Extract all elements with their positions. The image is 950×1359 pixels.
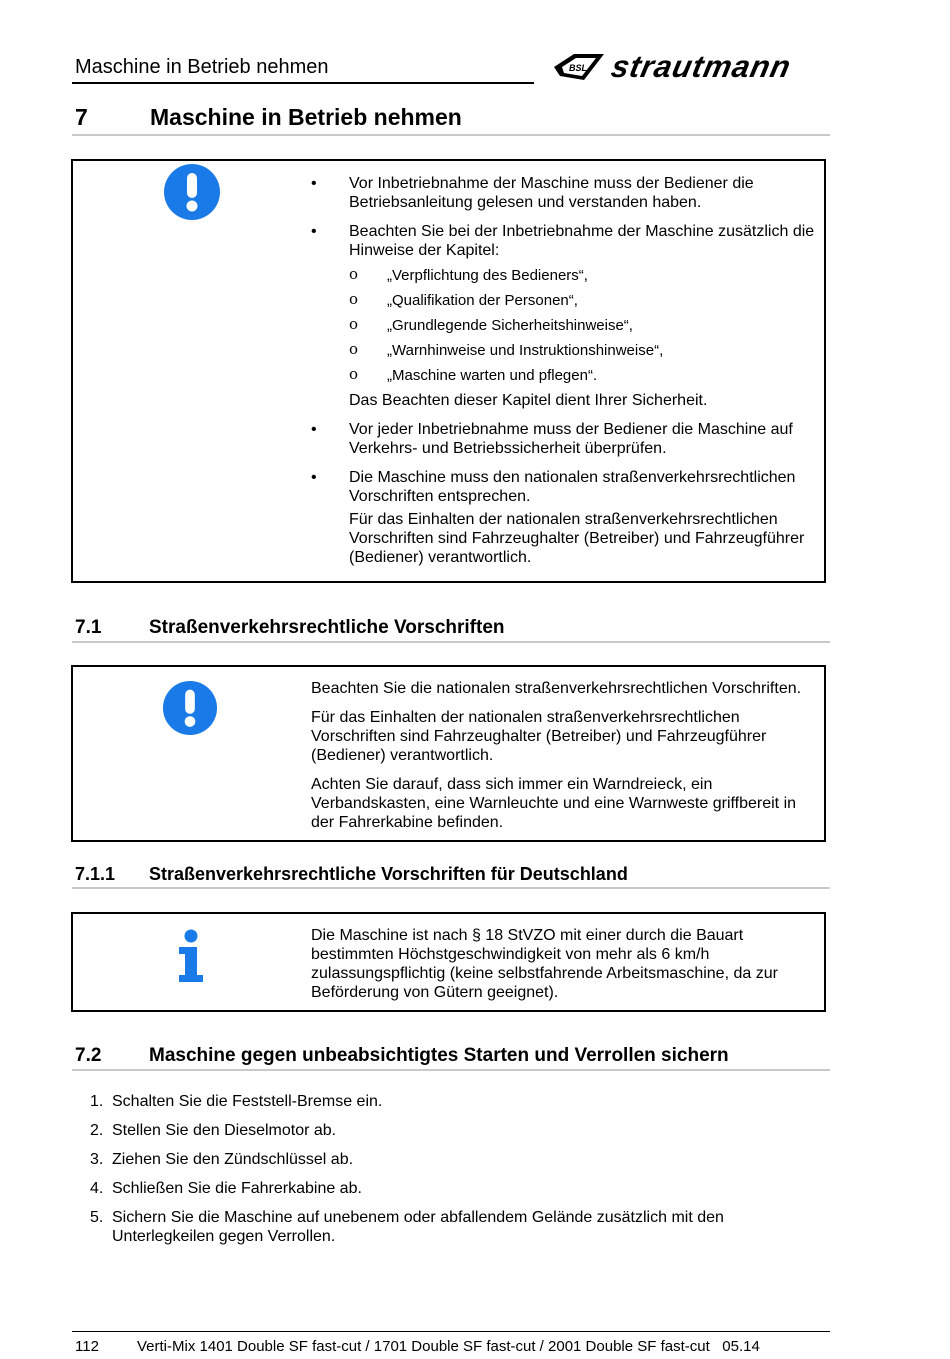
page-number: 112	[75, 1338, 99, 1355]
list-item	[349, 316, 822, 335]
running-header-title: Maschine in Betrieb nehmen	[75, 56, 329, 78]
header-rule	[72, 82, 534, 84]
traffic-rules-text	[311, 679, 822, 832]
chapter-heading-rule	[72, 134, 830, 136]
list-item	[311, 222, 822, 410]
paragraph: Für das Einhalten der nationalen straßenverkehrsrechtlichen Vorschriften sind Fahrzeughalter (Betreiber) und Fahrzeugführer (Bediener) verantwortlich.	[311, 709, 767, 764]
section-number: 7.1	[75, 617, 102, 638]
sub-bullet-marker: ο	[349, 315, 359, 333]
bullet-marker: •	[311, 469, 317, 486]
bullet-marker: •	[311, 175, 317, 192]
chapter-reference: „Grundlegende Sicherheitshinweise“,	[387, 317, 633, 334]
logo-wordmark: strautmann	[608, 49, 795, 84]
chapter-heading	[75, 104, 462, 131]
paragraph: Die Maschine ist nach § 18 StVZO mit einer durch die Bauart bestimmten Höchstgeschwindigkeit von mehr als 6 km/h zulassungspflichtig (keine selbstfahrende Arbeitsmaschine, da zur Beförderung von Gütern geeignet).	[311, 927, 778, 1001]
step-text: Sichern Sie die Maschine auf unebenem oder abfallendem Gelände zusätzlich mit den Unterlegkeilen gegen Verrollen.	[112, 1209, 724, 1245]
step-number: 3.	[90, 1151, 104, 1168]
safety-bullet-list	[311, 174, 822, 567]
info-icon	[176, 929, 206, 983]
paragraph: Beachten Sie die nationalen straßenverkehrsrechtlichen Vorschriften.	[311, 680, 802, 697]
step-number: 2.	[90, 1122, 104, 1139]
section-heading-7-2	[75, 1045, 729, 1067]
list-item	[311, 420, 822, 458]
step-text: Stellen Sie den Dieselmotor ab.	[112, 1122, 337, 1139]
chapter-reference: „Warnhinweise und Instruktionshinweise“,	[387, 342, 664, 359]
section-heading-rule	[72, 887, 830, 889]
chapter-reference: „Verpflichtung des Bedieners“,	[387, 267, 588, 284]
step-number: 5.	[90, 1209, 104, 1226]
step-number: 4.	[90, 1180, 104, 1197]
bullet-text: Die Maschine muss den nationalen straßenverkehrsrechtlichen Vorschriften entsprechen.	[349, 469, 796, 505]
list-item	[90, 1179, 830, 1198]
chapter-reference: „Maschine warten und pflegen“.	[387, 367, 598, 384]
sub-bullet-marker: ο	[349, 265, 359, 283]
exclamation-icon	[163, 163, 221, 221]
chapter-title: Maschine in Betrieb nehmen	[150, 104, 462, 130]
footer-product-line: Verti-Mix 1401 Double SF fast-cut / 1701 Double SF fast-cut / 2001 Double SF fast-cut 05.14	[137, 1338, 760, 1355]
section-number: 7.1.1	[75, 864, 116, 884]
chapter-reference-note: Das Beachten dieser Kapitel dient Ihrer Sicherheit.	[349, 392, 708, 409]
germany-rules-text	[311, 926, 822, 1002]
section-heading-rule	[72, 641, 830, 643]
bullet-marker: •	[311, 421, 317, 438]
step-text: Schalten Sie die Feststell-Bremse ein.	[112, 1093, 383, 1110]
bullet-text: Beachten Sie bei der Inbetriebnahme der Maschine zusätzlich die Hinweise der Kapitel:	[349, 223, 815, 259]
bullet-text: Vor jeder Inbetriebnahme muss der Bediener die Maschine auf Verkehrs- und Betriebssicherheit überprüfen.	[349, 421, 793, 457]
logo-badge: BSL	[569, 63, 587, 73]
section-heading-rule	[72, 1069, 830, 1071]
step-text: Ziehen Sie den Zündschlüssel ab.	[112, 1151, 354, 1168]
responsibility-note: Für das Einhalten der nationalen straßenverkehrsrechtlichen Vorschriften sind Fahrzeughalter (Betreiber) und Fahrzeugführer (Bediener) verantwortlich.	[349, 511, 805, 566]
bullet-text: Vor Inbetriebnahme der Maschine muss der Bediener die Betriebsanleitung gelesen und verstanden haben.	[349, 175, 754, 211]
list-item	[349, 266, 822, 285]
list-item	[90, 1150, 830, 1169]
section-heading-7-1-1	[75, 864, 628, 885]
list-item	[311, 174, 822, 212]
section-title: Maschine gegen unbeabsichtigtes Starten und Verrollen sichern	[149, 1045, 729, 1066]
sub-bullet-marker: ο	[349, 340, 359, 358]
footer-rule	[72, 1331, 830, 1332]
step-number: 1.	[90, 1093, 104, 1110]
sub-bullet-marker: ο	[349, 290, 359, 308]
list-item	[349, 291, 822, 310]
section-title: Straßenverkehrsrechtliche Vorschriften für Deutschland	[149, 864, 628, 884]
germany-rules-box	[71, 912, 826, 1012]
traffic-rules-box	[71, 665, 826, 842]
list-item	[349, 341, 822, 360]
safety-notice-text	[311, 174, 822, 577]
sub-bullet-marker: ο	[349, 365, 359, 383]
bullet-marker: •	[311, 223, 317, 240]
chapter-reference: „Qualifikation der Personen“,	[387, 292, 578, 309]
list-item	[90, 1208, 830, 1246]
chapter-number: 7	[75, 104, 88, 130]
section-heading-7-1	[75, 617, 505, 639]
list-item	[349, 366, 822, 385]
section-title: Straßenverkehrsrechtliche Vorschriften	[149, 617, 505, 638]
steps-list	[90, 1092, 830, 1256]
section-number: 7.2	[75, 1045, 102, 1066]
list-item	[311, 468, 822, 567]
list-item	[90, 1121, 830, 1140]
paragraph: Achten Sie darauf, dass sich immer ein Warndreieck, ein Verbandskasten, eine Warnleuchte und eine Warnweste griffbereit in der Fahrerkabine befinden.	[311, 776, 797, 831]
chapter-reference-list	[349, 266, 822, 385]
step-text: Schließen Sie die Fahrerkabine ab.	[112, 1180, 362, 1197]
exclamation-icon	[162, 680, 218, 736]
list-item	[90, 1092, 830, 1111]
safety-notice-box	[71, 159, 826, 583]
